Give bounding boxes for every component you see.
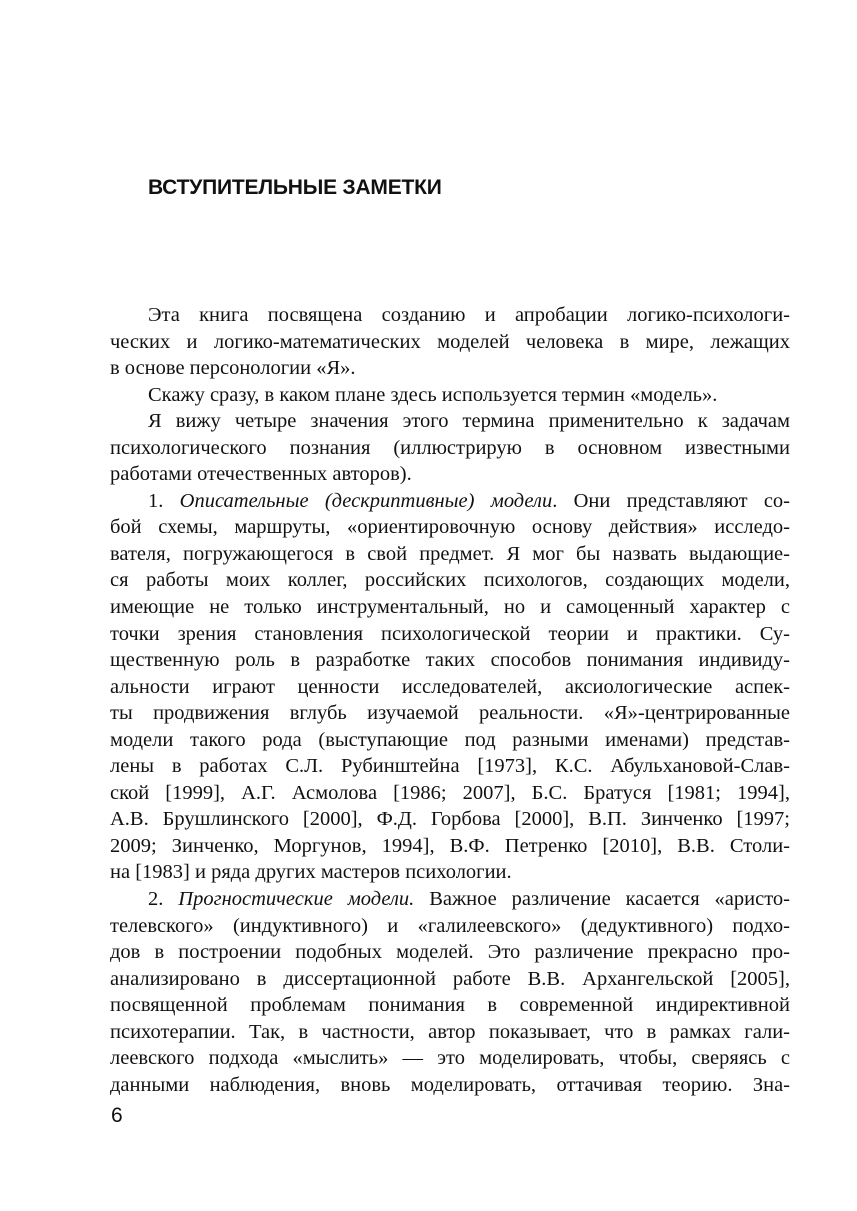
text-run: посвященной проблемам понимания в современной индирективной bbox=[110, 994, 790, 1017]
text-run: ческих и логико-математических моделей человека в мире, лежащих bbox=[110, 330, 790, 353]
body-text bbox=[110, 302, 790, 1098]
text-run: имеющие не только инструментальный, но и самоценный характер с bbox=[110, 596, 790, 619]
text-line bbox=[110, 806, 790, 833]
text-line bbox=[110, 355, 790, 382]
text-run: леевского подхода «мыслить» — это моделировать, чтобы, сверяясь с bbox=[110, 1047, 790, 1070]
text-line bbox=[110, 408, 790, 435]
text-run: Эта книга посвящена созданию и апробации логико-психологи- bbox=[148, 304, 790, 326]
text-run: ской [1999], А.Г. Асмолова [1986; 2007], Б.С. Братуся [1981; 1994], bbox=[110, 781, 790, 804]
text-run: . Они представляют со- bbox=[552, 489, 791, 512]
text-line bbox=[110, 833, 790, 860]
text-line bbox=[110, 727, 790, 754]
text-line bbox=[110, 913, 790, 940]
text-line bbox=[110, 939, 790, 966]
text-line bbox=[110, 461, 790, 488]
text-run: в основе персонологии «Я». bbox=[110, 357, 356, 380]
text-run: Важное различение касается «аристо- bbox=[414, 888, 790, 911]
text-line bbox=[110, 992, 790, 1019]
text-run: ся работы моих коллег, российских психологов, создающих модели, bbox=[110, 569, 790, 592]
text-line bbox=[110, 621, 790, 648]
text-run: Я вижу четыре значения этого термина применительно к задачам bbox=[148, 410, 790, 433]
text-run: альности играют ценности исследователей, аксиологические аспек- bbox=[110, 675, 790, 698]
text-run: Скажу сразу, в каком плане здесь используется термин «модель». bbox=[148, 383, 718, 406]
italic-term: Описательные (дескриптивные) модели bbox=[179, 489, 553, 512]
text-run: ты продвижения вглубь изучаемой реальности. «Я»-центрированные bbox=[110, 702, 790, 725]
text-line bbox=[110, 886, 790, 913]
text-line bbox=[110, 435, 790, 462]
text-run: лены в работах С.Л. Рубинштейна [1973], К.С. Абульхановой-Слав- bbox=[110, 755, 790, 778]
text-line bbox=[110, 966, 790, 993]
text-line bbox=[110, 541, 790, 568]
text-run: психотерапии. Так, в частности, автор показывает, что в рамках гали- bbox=[110, 1020, 790, 1043]
text-run: работами отечественных авторов). bbox=[110, 463, 412, 486]
text-line bbox=[110, 700, 790, 727]
text-run: вателя, погружающегося в свой предмет. Я мог бы назвать выдающие- bbox=[110, 542, 790, 565]
text-run: модели такого рода (выступающие под разными именами) представ- bbox=[110, 728, 790, 751]
text-run: психологического познания (иллюстрирую в основном известными bbox=[110, 436, 790, 459]
text-run: точки зрения становления психологической теории и практики. Су- bbox=[110, 622, 790, 645]
text-line bbox=[110, 753, 790, 780]
page-number: 6 bbox=[111, 1104, 123, 1127]
section-heading: ВСТУПИТЕЛЬНЫЕ ЗАМЕТКИ bbox=[148, 176, 442, 199]
text-line bbox=[110, 329, 790, 356]
text-line bbox=[110, 674, 790, 701]
text-line bbox=[110, 1045, 790, 1072]
text-run: 2. bbox=[148, 888, 179, 911]
text-run: 2009; Зинченко, Моргунов, 1994], В.Ф. Петренко [2010], В.В. Столи- bbox=[110, 834, 790, 857]
text-line bbox=[110, 382, 790, 409]
text-run: А.В. Брушлинского [2000], Ф.Д. Горбова [2000], В.П. Зинченко [1997; bbox=[110, 808, 790, 831]
text-run: бой схемы, маршруты, «ориентировочную основу действия» исследо- bbox=[110, 516, 790, 539]
text-line bbox=[110, 780, 790, 807]
text-run: данными наблюдения, вновь моделировать, оттачивая теорию. Зна- bbox=[110, 1073, 790, 1096]
text-run: дов в построении подобных моделей. Это различение прекрасно про- bbox=[110, 941, 790, 964]
text-line bbox=[110, 1072, 790, 1099]
text-run: анализировано в диссертационной работе В.В. Архангельской [2005], bbox=[110, 967, 790, 990]
text-line bbox=[110, 514, 790, 541]
text-line bbox=[110, 594, 790, 621]
text-line bbox=[110, 859, 790, 886]
text-line bbox=[110, 647, 790, 674]
text-line bbox=[110, 302, 790, 329]
text-run: телевского» (индуктивного) и «галилеевского» (дедуктивного) подхо- bbox=[110, 914, 790, 937]
text-line bbox=[110, 1019, 790, 1046]
text-run: щественную роль в разработке таких способов понимания индивиду- bbox=[110, 649, 790, 672]
italic-term: Прогностические модели. bbox=[178, 888, 415, 911]
text-run: на [1983] и ряда других мастеров психологии. bbox=[110, 861, 512, 884]
text-line bbox=[110, 488, 790, 515]
text-run: 1. bbox=[148, 489, 180, 512]
text-line bbox=[110, 567, 790, 594]
